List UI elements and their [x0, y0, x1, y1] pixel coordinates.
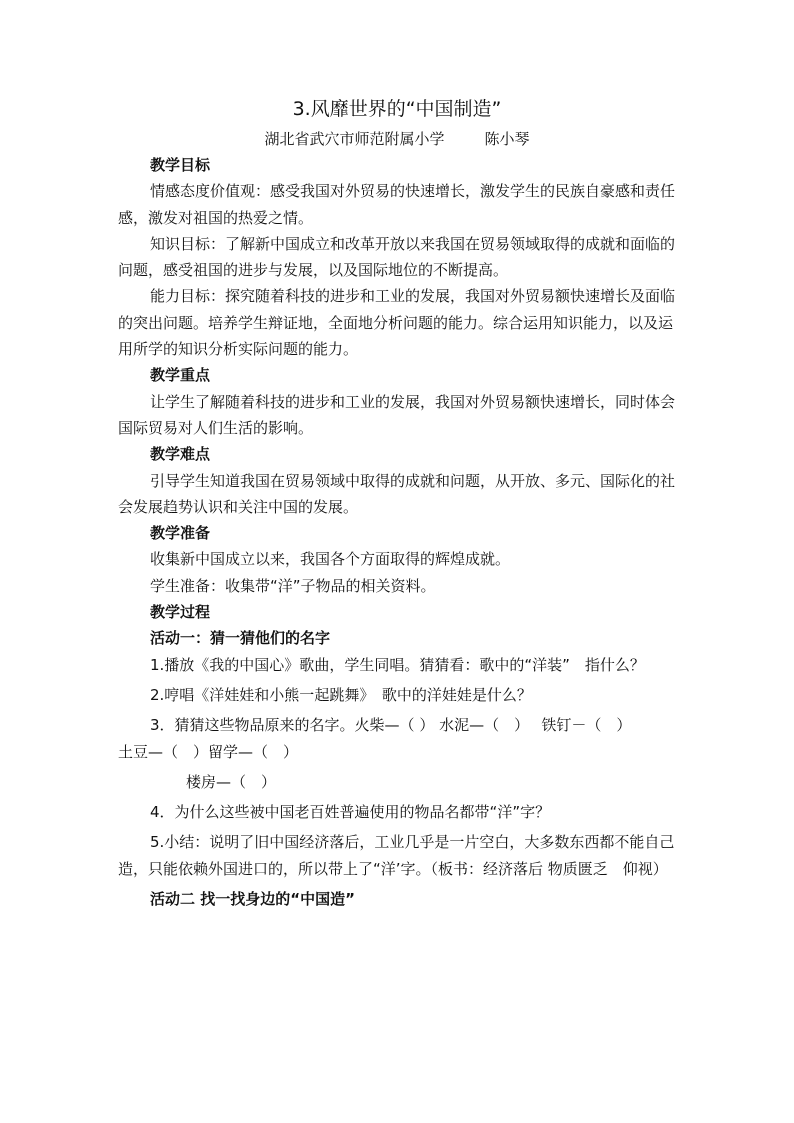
activity1-step1: 1.播放《我的中国心》歌曲，学生同唱。猜猜看：歌中的“洋装” 指什么？ [150, 655, 645, 674]
document-title: 3.风靡世界的“中国制造” [292, 98, 502, 120]
activity1-step3-line1: 3．猜猜这些物品原来的名字。火柴—（ ） 水泥—（ ） 铁钉－（ ） [150, 716, 632, 735]
goal-ability-paragraph: 能力目标：探究随着科技的进步和工业的发展，我国对外贸易额快速增长及面临的突出问题。培养学生辩证地，全面地分析问题的能力。综合运用知识能力，以及运用所学的知识分析实际问题的能力。 [118, 287, 676, 359]
activity1-step4: 4．为什么这些被中国老百姓普遍使用的物品名都带“洋”字？ [150, 803, 551, 822]
goal-emotion-paragraph: 情感态度价值观：感受我国对外贸易的快速增长，激发学生的民族自豪感和责任感，激发对祖国的热爱之情。 [118, 182, 676, 227]
prep-paragraph-1: 收集新中国成立以来，我国各个方面取得的辉煌成就。 [150, 550, 511, 569]
prep-paragraph-2: 学生准备：收集带“洋”子物品的相关资料。 [150, 576, 436, 595]
activity1-step3-line3: 楼房—（ ） [186, 772, 277, 791]
goal-knowledge-paragraph: 知识目标：了解新中国成立和改革开放以来我国在贸易领域取得的成就和面临的问题，感受祖国的进步与发展，以及国际地位的不断提高。 [118, 234, 676, 280]
section-heading-process: 教学过程 [150, 603, 211, 622]
author-line [0, 128, 794, 150]
section-heading-key: 教学重点 [150, 366, 211, 385]
activity1-step2: 2.哼唱《洋娃娃和小熊一起跳舞》 歌中的洋娃娃是什么？ [150, 685, 532, 704]
activity2-heading: 活动二 找一找身边的“中国造” [150, 890, 355, 909]
document-body [118, 152, 678, 912]
author-name: 陈小琴 [484, 130, 530, 148]
difficulty-paragraph: 引导学生知道我国在贸易领域中取得的成就和问题，从开放、多元、国际化的社会发展趋势认识和关注中国的发展。 [118, 471, 676, 516]
activity1-heading: 活动一：猜一猜他们的名字 [150, 629, 331, 648]
activity1-step5: 5.小结：说明了旧中国经济落后，工业几乎是一片空白，大多数东西都不能自己造，只能依赖外国进口的，所以带上了“洋’字。（板书：经济落后 物质匮乏 仰视） [118, 833, 675, 878]
activity1-step3-line2: 土豆—（ ）留学—（ ） [118, 742, 299, 761]
section-heading-goals: 教学目标 [150, 156, 211, 174]
section-heading-prep: 教学准备 [150, 524, 211, 543]
section-heading-difficulty: 教学难点 [150, 445, 211, 464]
key-paragraph: 让学生了解随着科技的进步和工业的发展，我国对外贸易额快速增长，同时体会国际贸易对人们生活的影响。 [118, 392, 676, 437]
author-school: 湖北省武穴市师范附属小学 [264, 130, 445, 148]
